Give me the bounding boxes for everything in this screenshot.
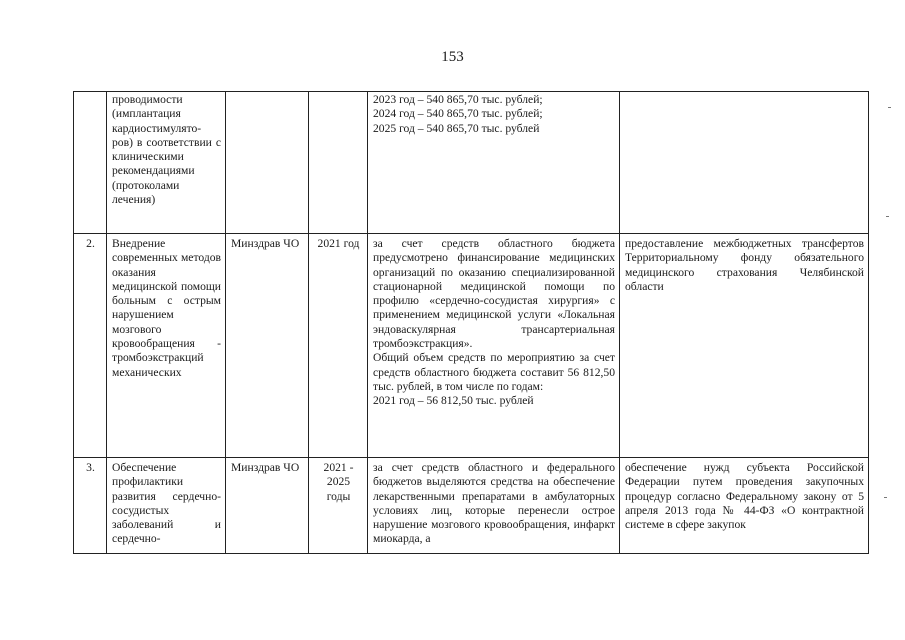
executor: Минздрав ЧО bbox=[226, 234, 309, 458]
scan-speck bbox=[888, 107, 891, 108]
expected-result: обеспечение нужд субъекта Российской Федерации путем проведения закупочных процедур согласно Федеральному закону от 5 апреля 2013 года № 44-ФЗ «О контрактной системе в сфере закупок bbox=[620, 458, 869, 554]
expected-result: предоставление межбюджетных трансфертов Территориальному фонду обязательного медицинского страхования Челябинской области bbox=[620, 234, 869, 458]
measure-name: Внедрение современных методов оказания медицинской помощи больным с острым нарушением мозгового кровообращения - тромбоэкстракций механических bbox=[107, 234, 226, 458]
funding-description: за счет средств областного бюджета предусмотрено финансирование медицинских организаций по оказанию специализированной стационарной медицинской помощи по профилю «сердечно-сосудистая хирургия» с применением медицинской услуги «Локальная эндоваскулярная трансартериальная тромбоэкстракция». Общий объем средств по мероприятию за счет средств областного бюджета составит 56 812,50 тыс. рублей, в том числе по годам: 2021 год – 56 812,50 тыс. рублей bbox=[368, 234, 620, 458]
executor bbox=[226, 92, 309, 234]
page-number: 153 bbox=[441, 49, 464, 65]
scan-speck bbox=[886, 216, 889, 217]
scan-speck bbox=[884, 497, 887, 498]
implementation-term bbox=[309, 92, 368, 234]
funding-description: за счет средств областного и федерального бюджетов выделяются средства на обеспечение лекарственными препаратами в амбулаторных условиях лиц, которые перенесли острое нарушение мозгового кровообращения, инфаркт миокарда, а bbox=[368, 458, 620, 554]
table-row bbox=[74, 234, 869, 458]
table-row bbox=[74, 92, 869, 234]
table-row bbox=[74, 458, 869, 554]
row-number: 3. bbox=[74, 458, 107, 554]
measure-name: проводимости (имплантация кардиостимулято-ров) в соответствии с клиническими рекомендациями (протоколами лечения) bbox=[107, 92, 226, 234]
measure-name: Обеспечение профилактики развития сердечно-сосудистых заболеваний и сердечно- bbox=[107, 458, 226, 554]
executor: Минздрав ЧО bbox=[226, 458, 309, 554]
measures-table bbox=[73, 91, 869, 554]
expected-result bbox=[620, 92, 869, 234]
row-number: 2. bbox=[74, 234, 107, 458]
row-number bbox=[74, 92, 107, 234]
funding-description: 2023 год – 540 865,70 тыс. рублей; 2024 год – 540 865,70 тыс. рублей; 2025 год – 540 865,70 тыс. рублей bbox=[368, 92, 620, 234]
implementation-term: 2021 - 2025 годы bbox=[309, 458, 368, 554]
implementation-term: 2021 год bbox=[309, 234, 368, 458]
